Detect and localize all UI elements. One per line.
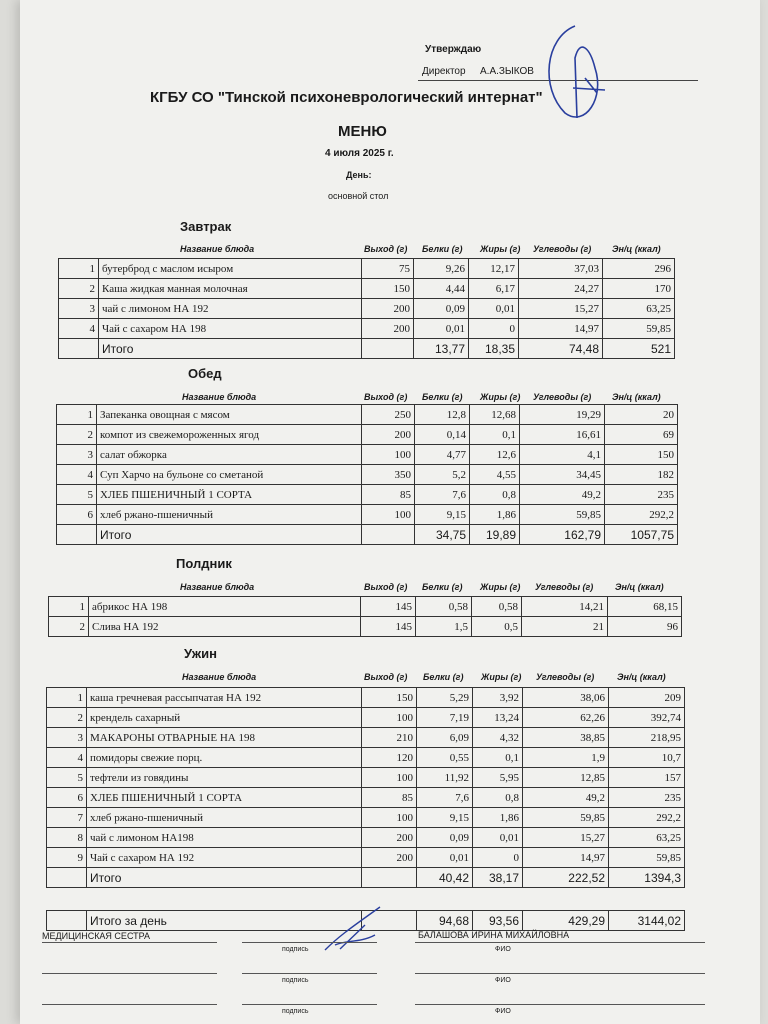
- dish-protein: 11,92: [417, 768, 473, 788]
- dish-carbs: 14,21: [522, 597, 608, 617]
- dish-output: 150: [362, 688, 417, 708]
- breakfast-table: [58, 258, 675, 359]
- dish-protein: 12,8: [415, 405, 470, 425]
- row-number: 1: [49, 597, 89, 617]
- dish-output: 100: [362, 808, 417, 828]
- col-header-output: Выход (г): [364, 392, 408, 402]
- signature-line: [242, 942, 377, 943]
- total-fat: 38,17: [473, 868, 523, 888]
- row-number: 3: [59, 299, 99, 319]
- dish-protein: 0,09: [417, 828, 473, 848]
- section-title-snack: Полдник: [176, 556, 232, 571]
- row-number: 4: [59, 319, 99, 339]
- total-protein: 13,77: [414, 339, 469, 359]
- fio-caption: ФИО: [495, 977, 511, 984]
- col-header-protein: Белки (г): [422, 582, 463, 592]
- signature-line: [242, 1004, 377, 1005]
- dish-energy: 292,2: [609, 808, 685, 828]
- nurse-label: МЕДИЦИНСКАЯ СЕСТРА: [42, 931, 151, 941]
- dish-protein: 7,19: [417, 708, 473, 728]
- table-row: [47, 748, 685, 768]
- table-row: [47, 848, 685, 868]
- table-row: [57, 505, 678, 525]
- dish-energy: 96: [608, 617, 682, 637]
- dinner-table: [46, 687, 685, 888]
- dish-name: чай с лимоном НА198: [87, 828, 362, 848]
- dish-carbs: 38,85: [523, 728, 609, 748]
- col-header-carbs: Углеводы (г): [535, 582, 594, 592]
- dish-carbs: 37,03: [519, 259, 603, 279]
- total-energy: 521: [603, 339, 675, 359]
- dish-energy: 209: [609, 688, 685, 708]
- dish-carbs: 38,06: [523, 688, 609, 708]
- dish-energy: 150: [605, 445, 678, 465]
- dish-carbs: 49,2: [523, 788, 609, 808]
- dish-fat: 0,5: [472, 617, 522, 637]
- dish-carbs: 24,27: [519, 279, 603, 299]
- table-row: [57, 465, 678, 485]
- dish-output: 200: [362, 848, 417, 868]
- dish-output: 75: [362, 259, 414, 279]
- dish-energy: 157: [609, 768, 685, 788]
- dish-protein: 0,01: [414, 319, 469, 339]
- day-total-fat: 93,56: [473, 911, 523, 931]
- dish-name: Слива НА 192: [89, 617, 361, 637]
- total-row: [47, 868, 685, 888]
- dish-name: крендель сахарный: [87, 708, 362, 728]
- col-header-energy: Эн/ц (ккал): [612, 392, 661, 402]
- dish-name: помидоры свежие порц.: [87, 748, 362, 768]
- dish-fat: 0,01: [473, 828, 523, 848]
- col-header-name: Название блюда: [182, 392, 257, 402]
- dish-energy: 20: [605, 405, 678, 425]
- dish-protein: 5,29: [417, 688, 473, 708]
- dish-energy: 392,74: [609, 708, 685, 728]
- dish-energy: 63,25: [609, 828, 685, 848]
- dish-energy: 69: [605, 425, 678, 445]
- table-kind: основной стол: [328, 191, 389, 201]
- dish-carbs: 15,27: [519, 299, 603, 319]
- sign-caption: подпись: [282, 1008, 309, 1015]
- dish-carbs: 16,61: [520, 425, 605, 445]
- col-header-name: Название блюда: [180, 582, 255, 592]
- dish-fat: 6,17: [469, 279, 519, 299]
- dish-protein: 7,6: [417, 788, 473, 808]
- signature-line: [242, 973, 377, 974]
- dish-protein: 4,44: [414, 279, 469, 299]
- dish-energy: 10,7: [609, 748, 685, 768]
- director-label: Директор: [422, 66, 466, 77]
- dish-protein: 9,15: [415, 505, 470, 525]
- total-carbs: 222,52: [523, 868, 609, 888]
- dish-output: 200: [362, 319, 414, 339]
- dish-output: 120: [362, 748, 417, 768]
- total-row: [57, 525, 678, 545]
- total-row: [59, 339, 675, 359]
- table-row: [47, 728, 685, 748]
- total-label: Итого: [99, 339, 362, 359]
- nurse-name: БАЛАШОВА ИРИНА МИХАЙЛОВНА: [418, 930, 570, 940]
- dish-name: Запеканка овощная с мясом: [97, 405, 362, 425]
- dish-name: Чай с сахаром НА 192: [87, 848, 362, 868]
- total-carbs: 74,48: [519, 339, 603, 359]
- table-row: [47, 688, 685, 708]
- dish-energy: 170: [603, 279, 675, 299]
- signature-line: [42, 973, 217, 974]
- total-label: Итого: [97, 525, 362, 545]
- menu-title: МЕНЮ: [338, 123, 387, 140]
- dish-output: 200: [362, 299, 414, 319]
- table-row: [57, 445, 678, 465]
- day-total-label: Итого за день: [87, 911, 362, 931]
- dish-name: ХЛЕБ ПШЕНИЧНЫЙ 1 СОРТА: [87, 788, 362, 808]
- dish-carbs: 4,1: [520, 445, 605, 465]
- section-title-lunch: Обед: [188, 366, 222, 381]
- dish-fat: 1,86: [470, 505, 520, 525]
- table-row: [59, 319, 675, 339]
- row-number: 4: [57, 465, 97, 485]
- row-number: 1: [57, 405, 97, 425]
- total-energy: 1394,3: [609, 868, 685, 888]
- row-number: 5: [57, 485, 97, 505]
- col-header-fat: Жиры (г): [480, 392, 521, 402]
- snack-table: [48, 596, 682, 637]
- dish-energy: 218,95: [609, 728, 685, 748]
- table-row: [59, 299, 675, 319]
- col-header-energy: Эн/ц (ккал): [615, 582, 664, 592]
- fio-caption: ФИО: [495, 1008, 511, 1015]
- dish-fat: 13,24: [473, 708, 523, 728]
- dish-output: 100: [362, 768, 417, 788]
- dish-carbs: 14,97: [523, 848, 609, 868]
- table-row: [57, 485, 678, 505]
- dish-protein: 0,55: [417, 748, 473, 768]
- dish-output: 100: [362, 708, 417, 728]
- row-number: 2: [47, 708, 87, 728]
- row-number: 1: [59, 259, 99, 279]
- dish-name: компот из свежемороженных ягод: [97, 425, 362, 445]
- dish-output: 150: [362, 279, 414, 299]
- row-number: 9: [47, 848, 87, 868]
- col-header-protein: Белки (г): [422, 244, 463, 254]
- dish-output: 85: [362, 485, 415, 505]
- signature-line: [415, 1004, 705, 1005]
- col-header-name: Название блюда: [180, 244, 255, 254]
- dish-protein: 0,09: [414, 299, 469, 319]
- dish-name: каша гречневая рассыпчатая НА 192: [87, 688, 362, 708]
- dish-protein: 0,58: [416, 597, 472, 617]
- row-number: 3: [57, 445, 97, 465]
- total-carbs: 162,79: [520, 525, 605, 545]
- dish-fat: 0,1: [473, 748, 523, 768]
- dish-protein: 0,01: [417, 848, 473, 868]
- dish-name: Каша жидкая манная молочная: [99, 279, 362, 299]
- col-header-protein: Белки (г): [423, 672, 464, 682]
- row-number: 3: [47, 728, 87, 748]
- dish-name: абрикос НА 198: [89, 597, 361, 617]
- dish-carbs: 14,97: [519, 319, 603, 339]
- row-number: 4: [47, 748, 87, 768]
- section-title-dinner: Ужин: [184, 646, 217, 661]
- table-row: [49, 617, 682, 637]
- dish-output: 100: [362, 505, 415, 525]
- dish-protein: 0,14: [415, 425, 470, 445]
- dish-fat: 12,6: [470, 445, 520, 465]
- dish-protein: 9,15: [417, 808, 473, 828]
- col-header-carbs: Углеводы (г): [533, 244, 592, 254]
- dish-name: МАКАРОНЫ ОТВАРНЫЕ НА 198: [87, 728, 362, 748]
- dish-output: 200: [362, 425, 415, 445]
- total-label: Итого: [87, 868, 362, 888]
- row-number: 6: [57, 505, 97, 525]
- dish-carbs: 19,29: [520, 405, 605, 425]
- dish-output: 85: [362, 788, 417, 808]
- table-row: [59, 279, 675, 299]
- col-header-carbs: Углеводы (г): [533, 392, 592, 402]
- dish-name: ХЛЕБ ПШЕНИЧНЫЙ 1 СОРТА: [97, 485, 362, 505]
- dish-fat: 12,17: [469, 259, 519, 279]
- table-row: [59, 259, 675, 279]
- col-header-fat: Жиры (г): [480, 244, 521, 254]
- dish-output: 250: [362, 405, 415, 425]
- dish-fat: 4,32: [473, 728, 523, 748]
- dish-fat: 0,1: [470, 425, 520, 445]
- table-row: [49, 597, 682, 617]
- dish-fat: 1,86: [473, 808, 523, 828]
- dish-output: 100: [362, 445, 415, 465]
- dish-fat: 5,95: [473, 768, 523, 788]
- table-row: [47, 708, 685, 728]
- dish-name: хлеб ржано-пшеничный: [97, 505, 362, 525]
- director-signature: [535, 18, 615, 128]
- col-header-output: Выход (г): [364, 582, 408, 592]
- dish-output: 145: [361, 597, 416, 617]
- col-header-output: Выход (г): [364, 244, 408, 254]
- row-number: 2: [49, 617, 89, 637]
- dish-carbs: 21: [522, 617, 608, 637]
- dish-fat: 0,58: [472, 597, 522, 617]
- total-protein: 34,75: [415, 525, 470, 545]
- dish-fat: 0,01: [469, 299, 519, 319]
- signature-line: [42, 942, 217, 943]
- dish-carbs: 62,26: [523, 708, 609, 728]
- dish-name: салат обжорка: [97, 445, 362, 465]
- dish-protein: 4,77: [415, 445, 470, 465]
- table-row: [57, 405, 678, 425]
- dish-protein: 1,5: [416, 617, 472, 637]
- dish-fat: 12,68: [470, 405, 520, 425]
- col-header-energy: Эн/ц (ккал): [612, 244, 661, 254]
- dish-energy: 235: [609, 788, 685, 808]
- dish-protein: 6,09: [417, 728, 473, 748]
- col-header-name: Название блюда: [182, 672, 257, 682]
- fio-caption: ФИО: [495, 946, 511, 953]
- dish-energy: 59,85: [609, 848, 685, 868]
- day-total-protein: 94,68: [417, 911, 473, 931]
- dish-protein: 7,6: [415, 485, 470, 505]
- row-number: 7: [47, 808, 87, 828]
- total-fat: 18,35: [469, 339, 519, 359]
- dish-energy: 68,15: [608, 597, 682, 617]
- signature-line: [415, 973, 705, 974]
- row-number: 5: [47, 768, 87, 788]
- dish-name: Чай с сахаром НА 198: [99, 319, 362, 339]
- day-label: День:: [346, 170, 372, 180]
- col-header-energy: Эн/ц (ккал): [617, 672, 666, 682]
- col-header-fat: Жиры (г): [480, 582, 521, 592]
- dish-carbs: 15,27: [523, 828, 609, 848]
- dish-output: 145: [361, 617, 416, 637]
- dish-output: 210: [362, 728, 417, 748]
- day-total-energy: 3144,02: [609, 911, 685, 931]
- approval-label: Утверждаю: [425, 44, 482, 55]
- dish-name: Суп Харчо на бульоне со сметаной: [97, 465, 362, 485]
- dish-fat: 4,55: [470, 465, 520, 485]
- day-total-carbs: 429,29: [523, 911, 609, 931]
- table-row: [47, 768, 685, 788]
- row-number: 8: [47, 828, 87, 848]
- dish-fat: 0,8: [473, 788, 523, 808]
- dish-carbs: 1,9: [523, 748, 609, 768]
- table-row: [47, 788, 685, 808]
- menu-sheet: [20, 0, 760, 1024]
- total-energy: 1057,75: [605, 525, 678, 545]
- menu-date: 4 июля 2025 г.: [325, 148, 394, 159]
- col-header-carbs: Углеводы (г): [536, 672, 595, 682]
- dish-name: чай с лимоном НА 192: [99, 299, 362, 319]
- row-number: 2: [59, 279, 99, 299]
- dish-fat: 0: [473, 848, 523, 868]
- dish-energy: 296: [603, 259, 675, 279]
- col-header-fat: Жиры (г): [481, 672, 522, 682]
- dish-carbs: 49,2: [520, 485, 605, 505]
- lunch-table: [56, 404, 678, 545]
- dish-fat: 0: [469, 319, 519, 339]
- dish-output: 200: [362, 828, 417, 848]
- dish-energy: 59,85: [603, 319, 675, 339]
- signature-line: [415, 942, 705, 943]
- dish-energy: 292,2: [605, 505, 678, 525]
- dish-name: хлеб ржано-пшеничный: [87, 808, 362, 828]
- dish-energy: 182: [605, 465, 678, 485]
- dish-fat: 3,92: [473, 688, 523, 708]
- dish-fat: 0,8: [470, 485, 520, 505]
- row-number: 2: [57, 425, 97, 445]
- table-row: [57, 425, 678, 445]
- dish-energy: 235: [605, 485, 678, 505]
- table-row: [47, 808, 685, 828]
- sign-caption: подпись: [282, 946, 309, 953]
- dish-output: 350: [362, 465, 415, 485]
- section-title-breakfast: Завтрак: [180, 219, 232, 234]
- row-number: 1: [47, 688, 87, 708]
- dish-name: тефтели из говядины: [87, 768, 362, 788]
- signature-line: [42, 1004, 217, 1005]
- organization-name: КГБУ СО "Тинской психоневрологический интернат": [150, 89, 543, 106]
- dish-protein: 9,26: [414, 259, 469, 279]
- total-protein: 40,42: [417, 868, 473, 888]
- dish-carbs: 59,85: [520, 505, 605, 525]
- nurse-signature: [320, 905, 390, 955]
- dish-carbs: 12,85: [523, 768, 609, 788]
- dish-protein: 5,2: [415, 465, 470, 485]
- dish-name: бутерброд с маслом исыром: [99, 259, 362, 279]
- director-name: А.А.ЗЫКОВ: [480, 66, 534, 77]
- total-fat: 19,89: [470, 525, 520, 545]
- dish-carbs: 59,85: [523, 808, 609, 828]
- dish-carbs: 34,45: [520, 465, 605, 485]
- row-number: 6: [47, 788, 87, 808]
- col-header-protein: Белки (г): [422, 392, 463, 402]
- table-row: [47, 828, 685, 848]
- dish-energy: 63,25: [603, 299, 675, 319]
- col-header-output: Выход (г): [364, 672, 408, 682]
- sign-caption: подпись: [282, 977, 309, 984]
